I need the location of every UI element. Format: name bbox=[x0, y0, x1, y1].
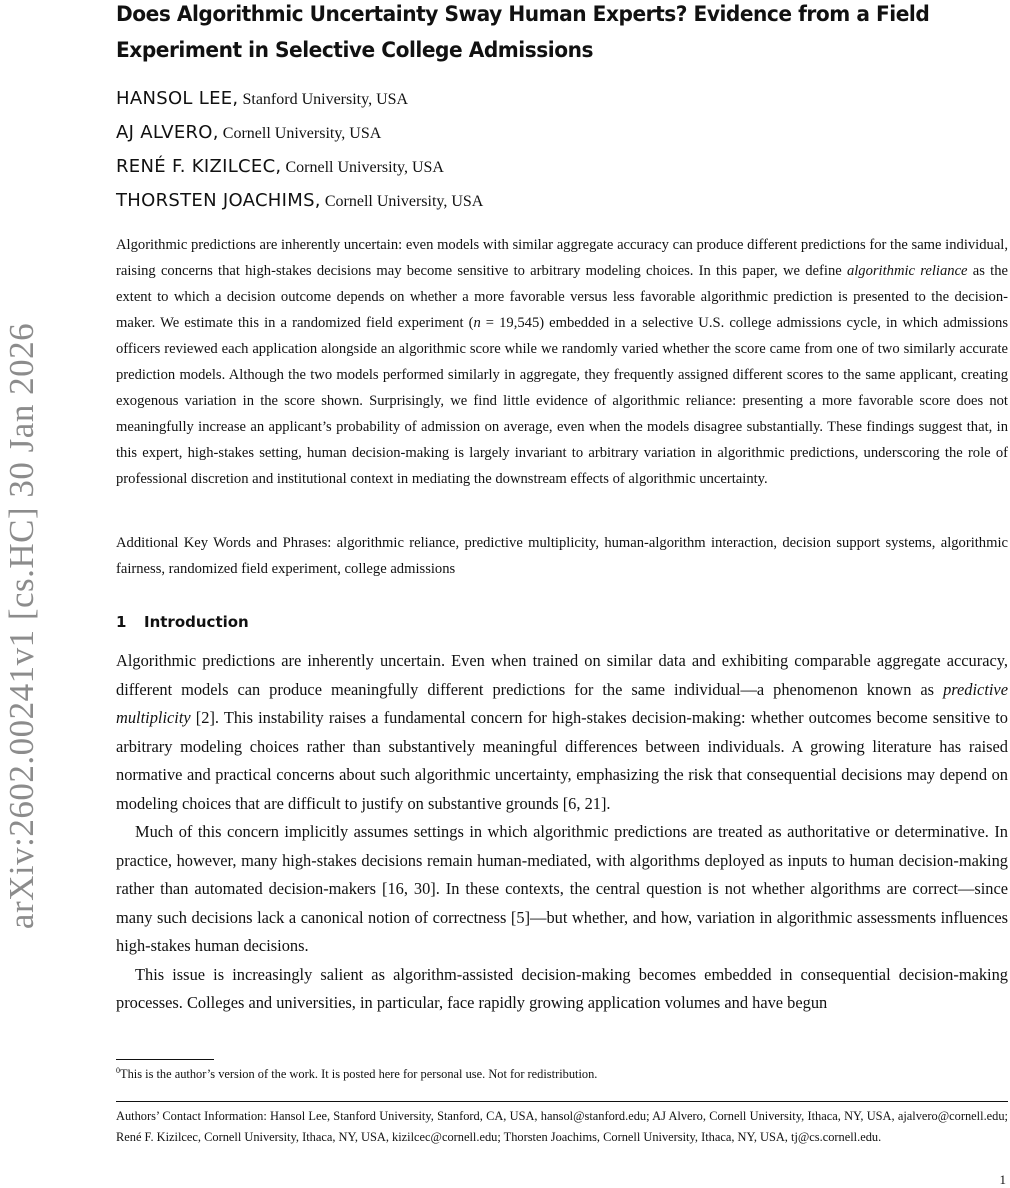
footnote-mark: 0 bbox=[116, 1065, 120, 1075]
abstract-term: algorithmic reliance bbox=[846, 263, 968, 279]
author-list bbox=[116, 84, 483, 220]
paragraph-text: Algorithmic predictions are inherently uncertain. Even when trained on similar data and exhibiting comparable aggregate accuracy, different models can produce meaningfully different predictions for the same individual—a phenomenon known as bbox=[116, 651, 1008, 699]
section-number: 1 bbox=[116, 613, 127, 631]
author-affiliation: Stanford University, USA bbox=[238, 91, 409, 108]
author-name: THORSTEN JOACHIMS, bbox=[116, 190, 321, 211]
author-name: RENÉ F. KIZILCEC, bbox=[116, 156, 282, 177]
abstract-text: ) embedded in a selective U.S. college admissions cycle, in which admissions officers reviewed each application alongside an algorithmic score while we randomly varied whether the score came from one of two similarly accurate prediction models. Although the two models performed similarly in aggregate, they frequently assigned different scores to the same applicant, creating exogenous variation in the score shown. Surprisingly, we find little evidence of algorithmic reliance: presenting a more favorable score does not meaningfully increase an applicant’s probability of admission on average, even when the models disagree substantially. These findings suggest that, in this expert, high-stakes setting, human decision-making is largely invariant to arbitrary variation in algorithmic predictions, underscoring the role of professional discretion and institutional context in mediating the downstream effects of algorithmic uncertainty. bbox=[116, 315, 1008, 487]
author-entry bbox=[116, 84, 483, 118]
paper-title: Does Algorithmic Uncertainty Sway Human Experts? Evidence from a Field Experiment in Selective College Admissions bbox=[116, 2, 930, 62]
paragraph bbox=[116, 647, 1008, 818]
author-entry bbox=[116, 186, 483, 220]
section-heading bbox=[116, 613, 249, 631]
footnote-text: This is the author’s version of the work. It is posted here for personal use. Not for redistribution. bbox=[120, 1067, 598, 1081]
abstract bbox=[116, 232, 1008, 492]
abstract-text: Algorithmic predictions are inherently uncertain: even models with similar aggregate accuracy can produce different predictions for the same individual, raising concerns that high-stakes decisions may become sensitive to arbitrary modeling choices. In this paper, we define bbox=[116, 237, 1008, 279]
sample-size-symbol: n bbox=[473, 315, 481, 331]
author-contact-info: Authors’ Contact Information: Hansol Lee, Stanford University, Stanford, CA, USA, hansol@stanford.edu; AJ Alvero, Cornell University, Ithaca, NY, USA, ajalvero@cornell.edu; René F. Kizilcec, Cornell University, Ithaca, NY, USA, kizilcec@cornell.edu; Thorsten Joachims, Cornell University, Ithaca, NY, USA, tj@cs.cornell.edu. bbox=[116, 1109, 1008, 1144]
paragraph-text: [2]. This instability raises a fundamental concern for high-stakes decision-making: whether outcomes become sensitive to arbitrary modeling choices rather than substantively meaningful differences between individuals. A growing literature has raised normative and practical concerns about such algorithmic uncertainty, emphasizing the risk that consequential decisions may depend on modeling choices that are difficult to justify on substantive grounds [6, 21]. bbox=[116, 708, 1008, 813]
paragraph-term: predictive multiplicity bbox=[116, 679, 1008, 727]
author-affiliation: Cornell University, USA bbox=[218, 125, 382, 142]
author-name: HANSOL LEE, bbox=[116, 88, 239, 109]
contact-rule bbox=[116, 1101, 1008, 1102]
section-title: Introduction bbox=[144, 613, 249, 631]
author-affiliation: Cornell University, USA bbox=[320, 193, 484, 210]
page-number: 1 bbox=[999, 1172, 1006, 1187]
abstract-text: as the extent to which a decision outcome depends on whether a more favorable versus less favorable algorithmic prediction is presented to the decision-maker. We estimate this in a randomized field experiment ( bbox=[116, 263, 1008, 331]
footnote bbox=[116, 1065, 597, 1083]
keywords: Additional Key Words and Phrases: algorithmic reliance, predictive multiplicity, human-algorithm interaction, decision support systems, algorithmic fairness, randomized field experiment, college admissions bbox=[116, 535, 1008, 577]
author-entry bbox=[116, 118, 483, 152]
footnote-rule bbox=[116, 1059, 214, 1060]
arxiv-stamp-text: arXiv:2602.00241v1 [cs.HC] 30 Jan 2026 bbox=[2, 322, 41, 930]
author-entry bbox=[116, 152, 483, 186]
arxiv-stamp bbox=[2, 264, 42, 988]
sample-size-value: = 19,545 bbox=[480, 315, 540, 331]
paragraph: This issue is increasingly salient as algorithm-assisted decision-making becomes embedded in consequential decision-making processes. Colleges and universities, in particular, face rapidly growing application volumes and have begun bbox=[116, 964, 1008, 1012]
intro-body bbox=[116, 647, 1008, 1018]
author-affiliation: Cornell University, USA bbox=[281, 159, 444, 176]
author-name: AJ ALVERO, bbox=[116, 122, 219, 143]
paragraph: Much of this concern implicitly assumes settings in which algorithmic predictions are treated as authoritative or determinative. In practice, however, many high-stakes decisions remain human-mediated, with algorithms deployed as inputs to human decision-making rather than automated decision-makers [16, 30]. In these contexts, the central question is not whether algorithms are correct—since many such decisions lack a canonical notion of correctness [5]—but whether, and how, variation in algorithmic assessments influences high-stakes human decisions. bbox=[116, 822, 1008, 955]
